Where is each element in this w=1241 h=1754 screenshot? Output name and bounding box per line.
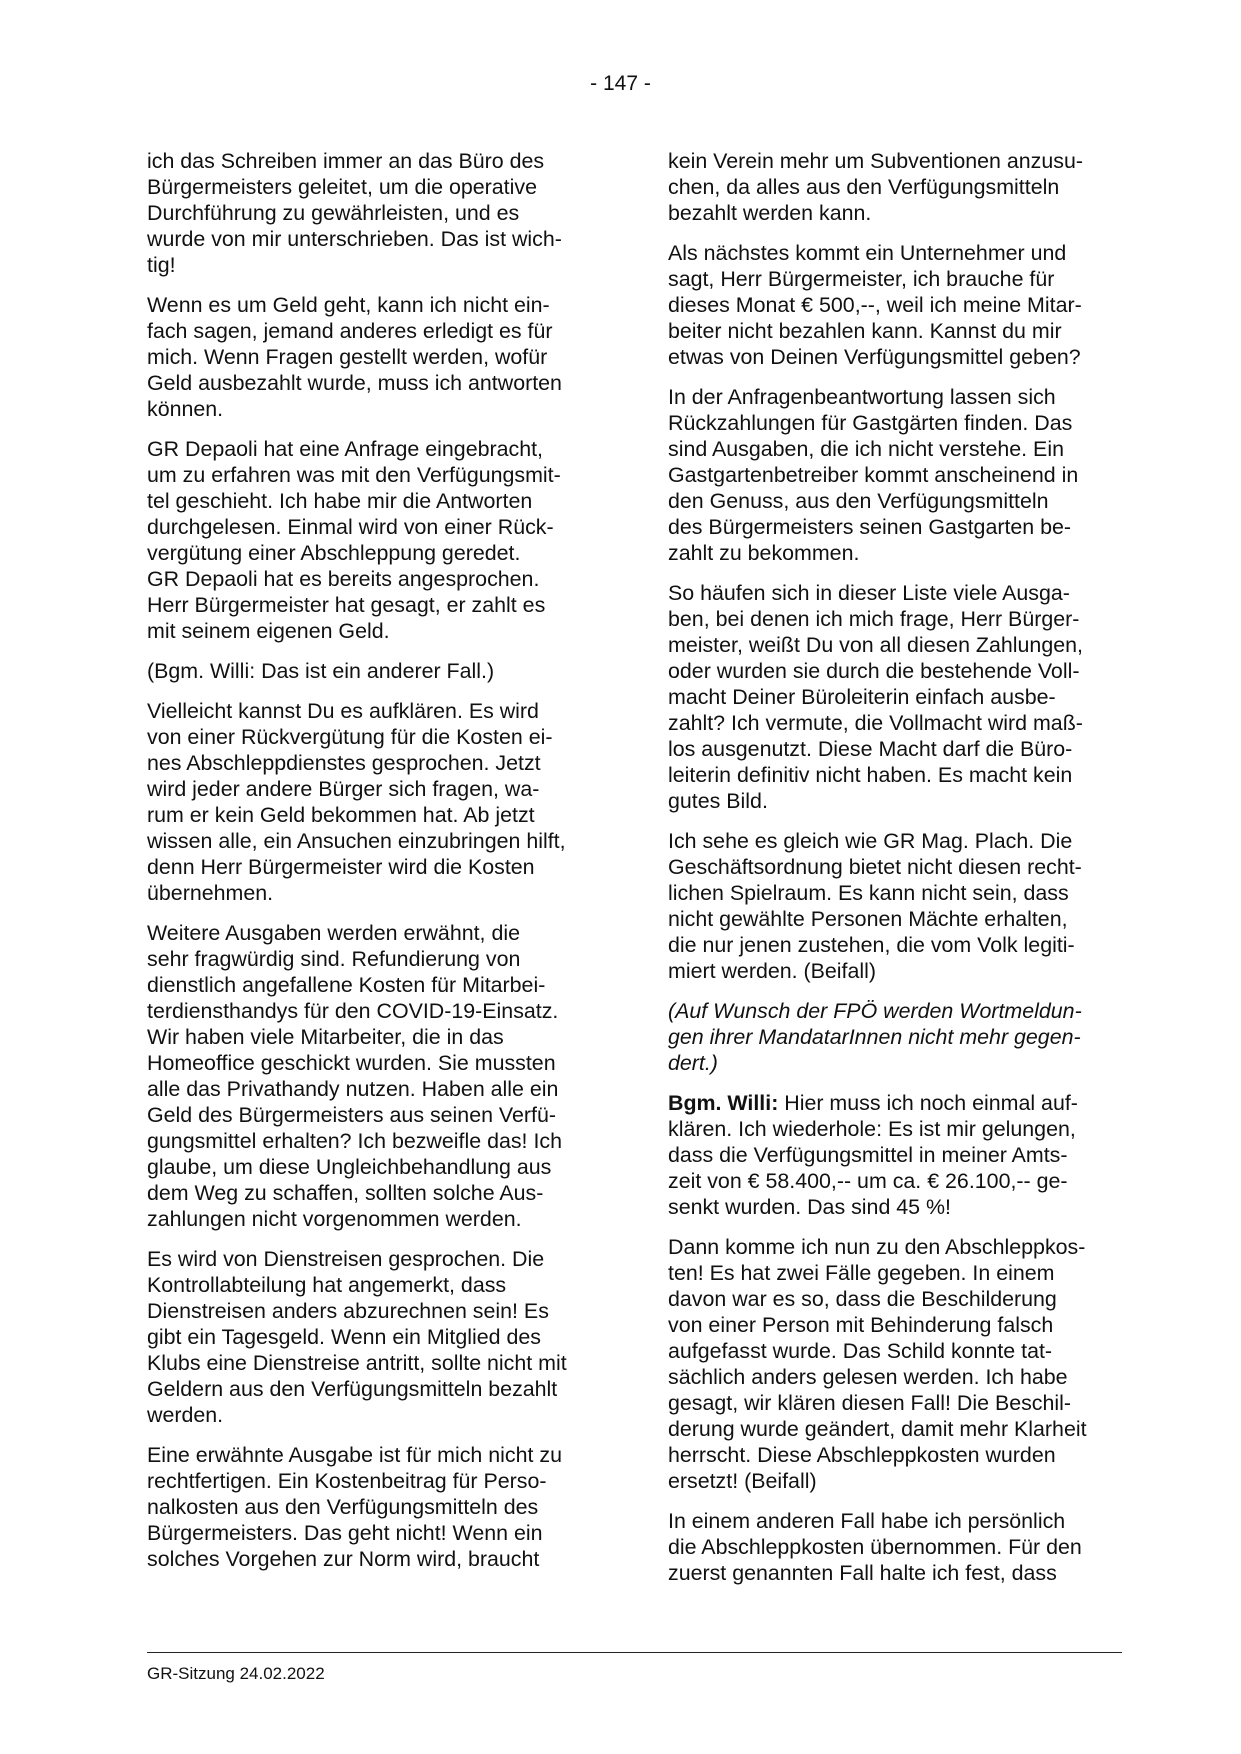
paragraph: So häufen sich in dieser Liste viele Ausga- ben, bei denen ich mich frage, Herr Bürger- meister, weißt Du von all diesen Zahlungen, oder wurden sie durch die bestehende Voll- macht Deiner Büroleiterin einfach ausbe- zahlt? Ich vermute, die Vollmacht wird maß- los ausgenutzt. Diese Macht darf die Büro- leiterin definitiv nicht haben. Es macht kein gutes Bild.: [668, 581, 1083, 813]
paragraph: GR Depaoli hat eine Anfrage eingebracht, um zu erfahren was mit den Verfügungsmit- tel geschieht. Ich habe mir die Antworten durchgelesen. Einmal wird von einer Rück- vergütung einer Abschleppung geredet. GR Depaoli hat es bereits angesprochen. Herr Bürgermeister hat gesagt, er zahlt es mit seinem eigenen Geld.: [147, 437, 561, 643]
paragraph: Eine erwähnte Ausgabe ist für mich nicht zu rechtfertigen. Ein Kostenbeitrag für Perso- nalkosten aus den Verfügungsmitteln des Bürgermeisters. Das geht nicht! Wenn ein solches Vorgehen zur Norm wird, braucht: [147, 1443, 562, 1571]
paragraph: Dann komme ich nun zu den Abschleppkos- ten! Es hat zwei Fälle gegeben. In einem davon war es so, dass die Beschilderung von einer Person mit Behinderung falsch aufgefasst wurde. Das Schild konnte tat- sächlich anders gelesen werden. Ich habe gesagt, wir klären diesen Fall! Die Beschil- derung wurde geändert, damit mehr Klarheit herrscht. Diese Abschleppkosten wurden ersetzt! (Beifall): [668, 1235, 1087, 1493]
footer-text: GR-Sitzung 24.02.2022: [147, 1664, 325, 1683]
speaker-paragraph: [668, 1090, 1122, 1220]
paragraph: Vielleicht kannst Du es aufklären. Es wird von einer Rückvergütung für die Kosten ei- nes Abschleppdienstes gesprochen. Jetzt wird jeder andere Bürger sich fragen, wa- rum er kein Geld bekommen hat. Ab jetzt wissen alle, ein Ansuchen einzubringen hilft, denn Herr Bürgermeister wird die Kosten übernehmen.: [147, 699, 566, 905]
paragraph: Weitere Ausgaben werden erwähnt, die sehr fragwürdig sind. Refundierung von dienstlich angefallene Kosten für Mitarbei- terdiensthandys für den COVID-19-Einsatz. Wir haben viele Mitarbeiter, die in das Homeoffice geschickt wurden. Sie mussten alle das Privathandy nutzen. Haben alle ein Geld des Bürgermeisters aus seinen Verfü- gungsmittel erhalten? Ich bezweifle das! Ich glaube, um diese Ungleichbehandlung aus dem Weg zu schaffen, sollten solche Aus- zahlungen nicht vorgenommen werden.: [147, 921, 562, 1231]
paragraph: ich das Schreiben immer an das Büro des Bürgermeisters geleitet, um die operative Durchführung zu gewährleisten, und es wurde von mir unterschrieben. Das ist wich- tig!: [147, 149, 562, 277]
paragraph: kein Verein mehr um Subventionen anzusu- chen, da alles aus den Verfügungsmitteln bezahlt werden kann.: [668, 149, 1083, 225]
speaker-name: Bgm. Willi:: [668, 1091, 779, 1115]
left-column: [147, 148, 601, 1586]
page-number: - 147 -: [590, 72, 651, 95]
speaker-text: Hier muss ich noch einmal auf- klären. Ich wiederhole: Es ist mir gelungen, dass die Verfügungsmittel in meiner Amts- zeit von € 58.400,-- um ca. € 26.100,-- ge- senkt wurden. Das sind 45 %!: [668, 1091, 1078, 1219]
paragraph: Wenn es um Geld geht, kann ich nicht ein- fach sagen, jemand anderes erledigt es für mich. Wenn Fragen gestellt werden, wofür Geld ausbezahlt wurde, muss ich antworten können.: [147, 293, 562, 421]
interjection: (Bgm. Willi: Das ist ein anderer Fall.): [147, 659, 495, 683]
editorial-note: (Auf Wunsch der FPÖ werden Wortmeldun- gen ihrer MandatarInnen nicht mehr gegen- dert.): [668, 999, 1082, 1075]
right-column: [668, 148, 1122, 1600]
paragraph: Es wird von Dienstreisen gesprochen. Die Kontrollabteilung hat angemerkt, dass Dienstreisen anders abzurechnen sein! Es gibt ein Tagesgeld. Wenn ein Mitglied des Klubs eine Dienstreise antritt, sollte nicht mit Geldern aus den Verfügungsmitteln bezahlt werden.: [147, 1247, 567, 1427]
paragraph: Ich sehe es gleich wie GR Mag. Plach. Die Geschäftsordnung bietet nicht diesen recht- lichen Spielraum. Es kann nicht sein, dass nicht gewählte Personen Mächte erhalten, die nur jenen zustehen, die vom Volk legiti- miert werden. (Beifall): [668, 829, 1082, 983]
paragraph: Als nächstes kommt ein Unternehmer und sagt, Herr Bürgermeister, ich brauche für dieses Monat € 500,--, weil ich meine Mitar- beiter nicht bezahlen kann. Kannst du mir etwas von Deinen Verfügungsmittel geben?: [668, 241, 1082, 369]
paragraph: In der Anfragenbeantwortung lassen sich Rückzahlungen für Gastgärten finden. Das sind Ausgaben, die ich nicht verstehe. Ein Gastgartenbetreiber kommt anscheinend in den Genuss, aus den Verfügungsmitteln des Bürgermeisters seinen Gastgarten be- zahlt zu bekommen.: [668, 385, 1079, 565]
footer-divider: [147, 1652, 1122, 1653]
paragraph: In einem anderen Fall habe ich persönlich die Abschleppkosten übernommen. Für den zuerst genannten Fall halte ich fest, dass: [668, 1509, 1082, 1585]
